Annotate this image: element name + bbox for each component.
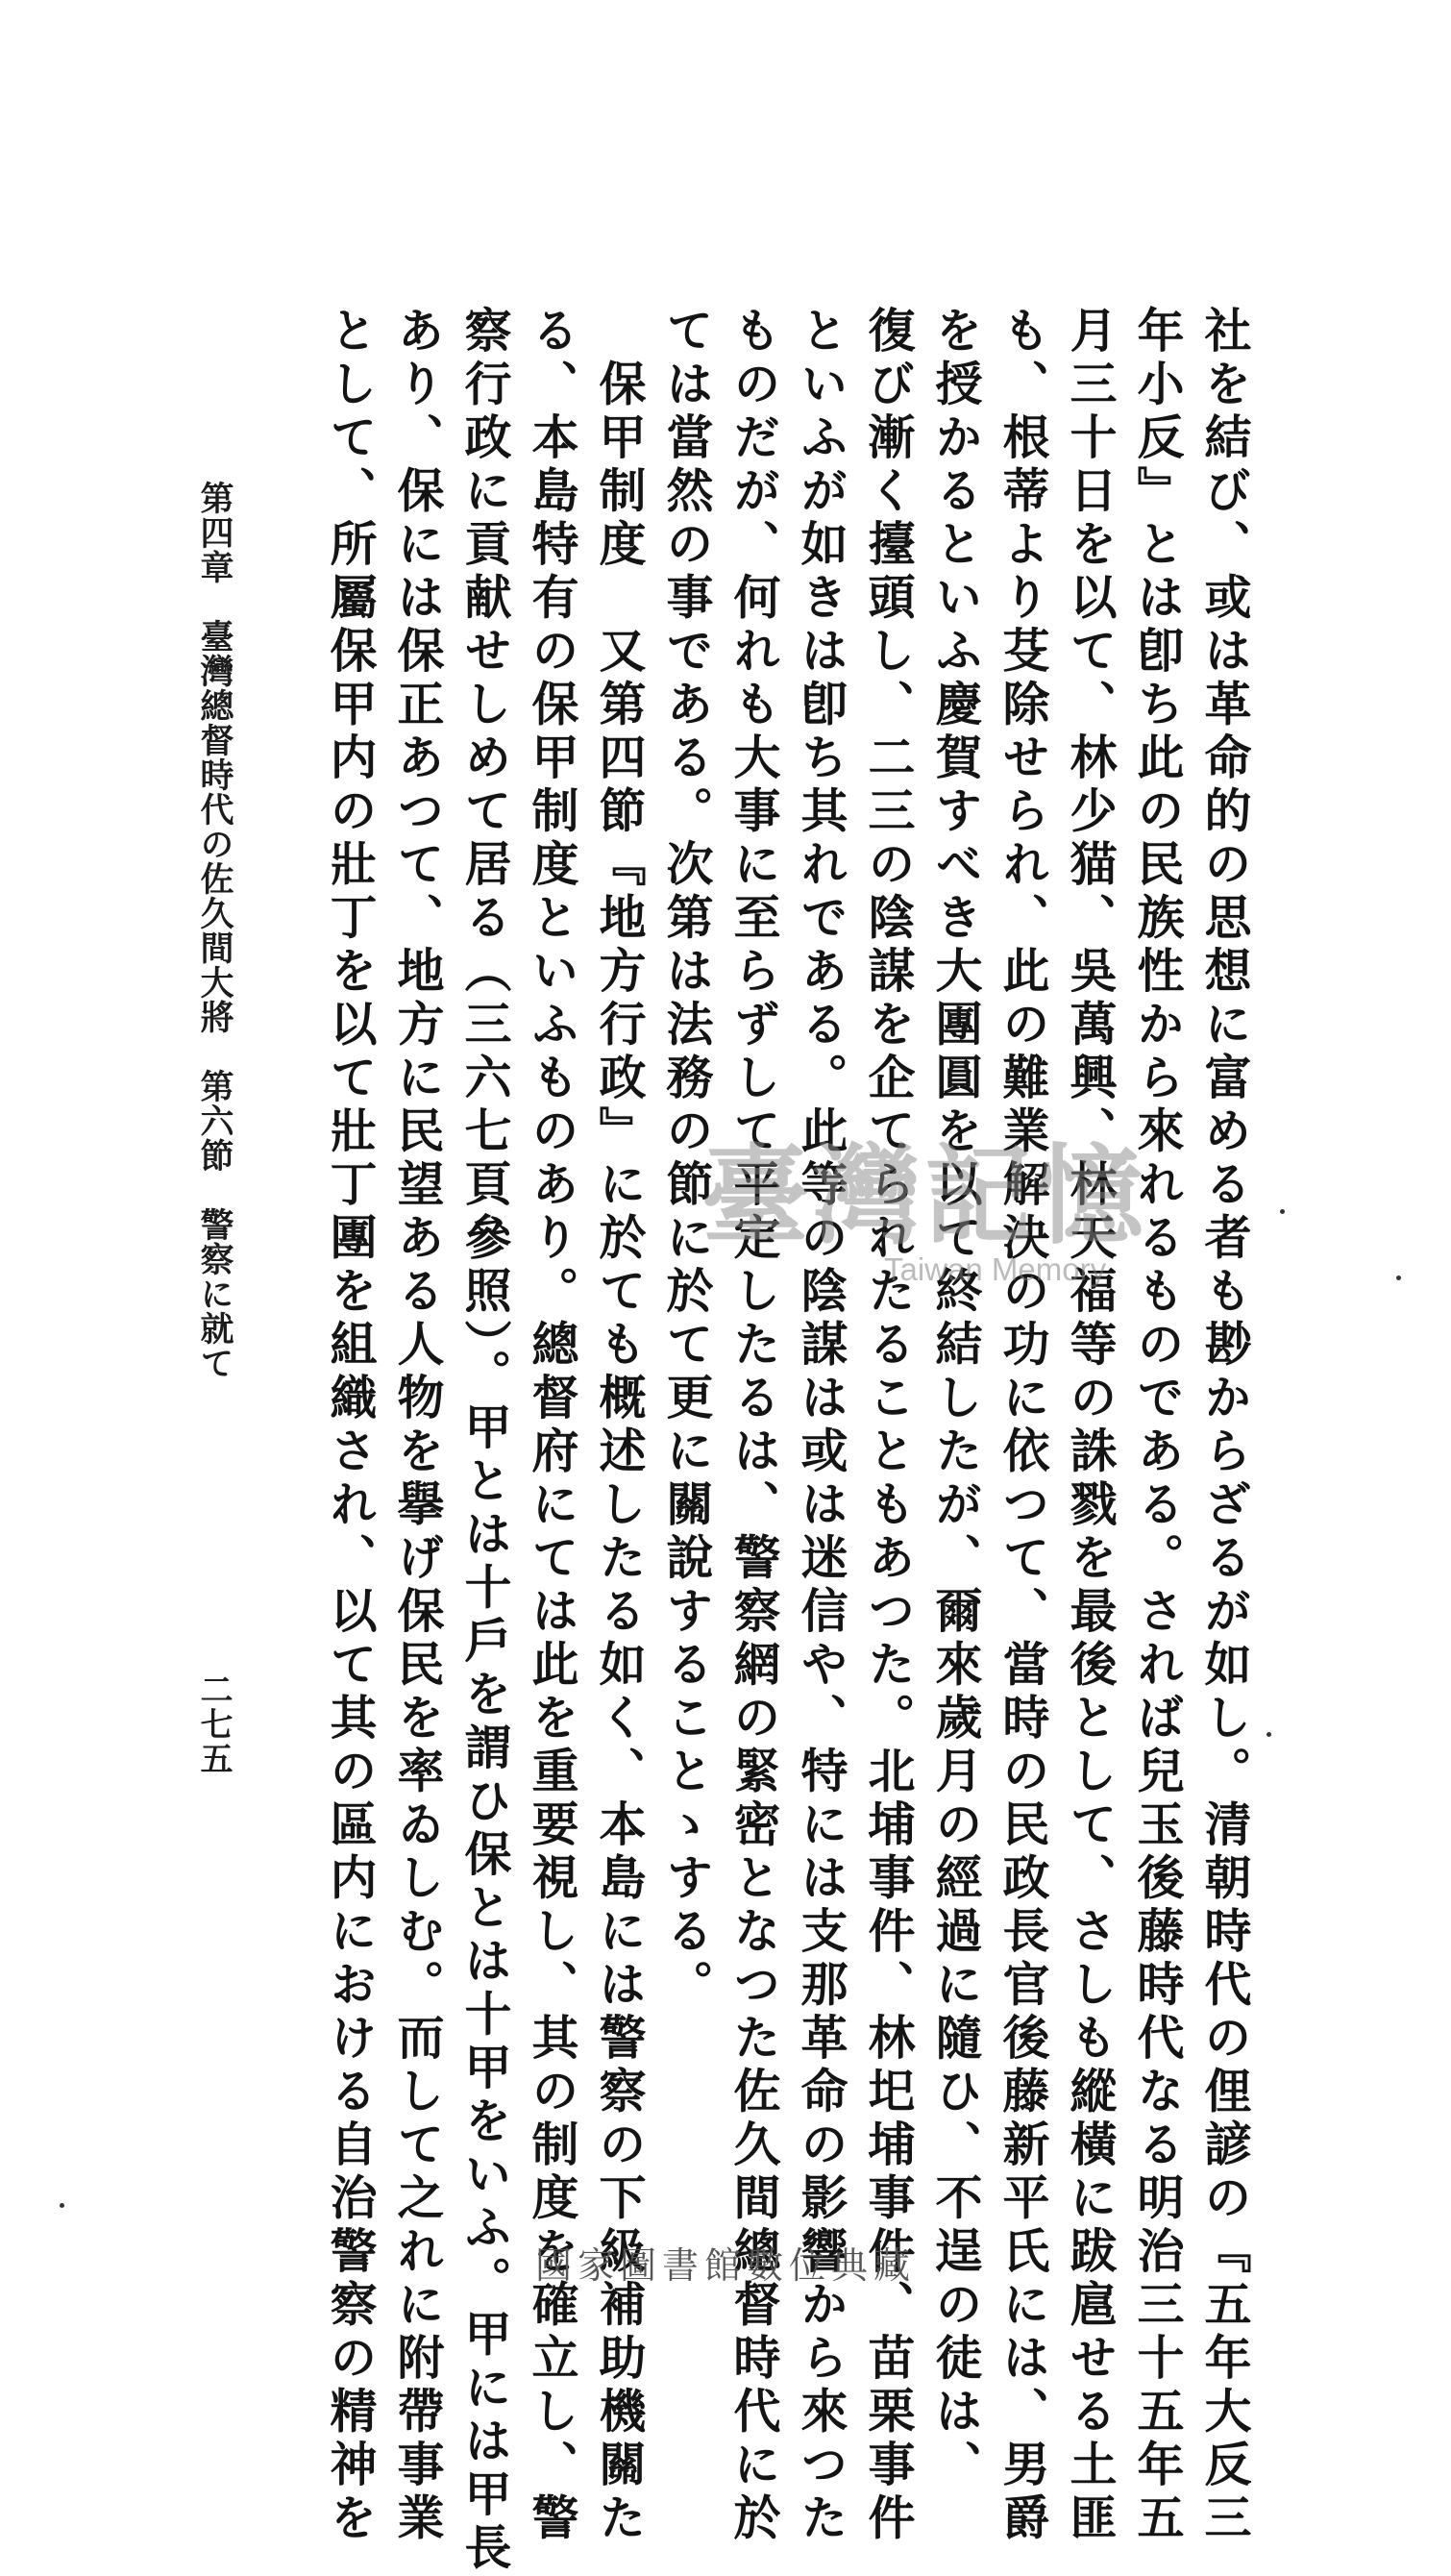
text-column: 復び漸く擡頭し、二三の陰謀を企てられたることもあつた。北埔事件、林圯埔事件、苗栗事件 bbox=[861, 306, 917, 2546]
page-number: 二七五 bbox=[194, 1672, 233, 1776]
text-column: も、根蒂より芟除せられ、此の難業解決の功に依つて、當時の民政長官後藤新平氏には、男爵 bbox=[996, 306, 1051, 2546]
watermark-title: 臺灣記憶 bbox=[701, 1133, 1147, 1259]
text-column: といふが如きは卽ち其れである。此等の陰謀は或は迷信や、特には支那革命の影響から來つた bbox=[794, 306, 849, 2546]
text-column: あり、保には保正あつて、地方に民望ある人物を擧げ保民を率ゐしむ。而して之れに附帶事業 bbox=[390, 306, 446, 2546]
text-column: ては當然の事である。次第は法務の節に於て更に關說することゝする。 bbox=[659, 306, 715, 2013]
text-column: を授かるといふ慶賀すべき大團圓を以て終結したが、爾來歲月の經過に隨ひ、不逞の徒は、 bbox=[928, 306, 984, 2493]
text-column: 年小反』とは卽ち此の民族性から來れるものである。されば兒玉後藤時代なる明治三十五年五 bbox=[1130, 306, 1186, 2546]
taiwan-memory-watermark bbox=[701, 1134, 1278, 1288]
scan-speck bbox=[1280, 1209, 1285, 1214]
watermark-subtitle: Taiwan Memory bbox=[884, 1251, 1107, 1287]
text-column: 社を結び、或は革命的の思想に富める者も尠からざるが如し。清朝時代の俚諺の『五年大反三 bbox=[1197, 306, 1253, 2546]
footer-credit: 國家圖書館數位典藏 bbox=[534, 2244, 916, 2287]
text-column: 月三十日を以て、林少猫、吳萬興、林天福等の誅戮を最後として、さしも縱橫に跋扈せる土匪 bbox=[1063, 306, 1119, 2546]
text-column: 察行政に貢献せしめて居る（三六七頁參照）。甲とは十戶を謂ひ保とは十甲をいふ。甲には甲長 bbox=[457, 306, 513, 2576]
scan-speck bbox=[60, 2203, 64, 2208]
running-head: 第四章 臺灣總督時代の佐久間大將 第六節 警察に就て bbox=[195, 481, 234, 1380]
scan-speck bbox=[1396, 1276, 1401, 1280]
text-column: ものだが、何れも大事に至らずして平定したるは、警察網の緊密となつた佐久間總督時代に於 bbox=[726, 306, 782, 2546]
scan-speck bbox=[1267, 1732, 1271, 1737]
text-column: 保甲制度 又第四節『地方行政』に於ても概述したる如く、本島には警察の下級補助機關た bbox=[592, 306, 648, 2546]
text-column: として、所屬保甲内の壯丁を以て壯丁團を組織され、以て其の區内における自治警察の精神を bbox=[323, 306, 379, 2546]
text-column: る、本島特有の保甲制度といふものあり。總督府にては此を重要視し、其の制度を確立し、警 bbox=[525, 306, 580, 2546]
